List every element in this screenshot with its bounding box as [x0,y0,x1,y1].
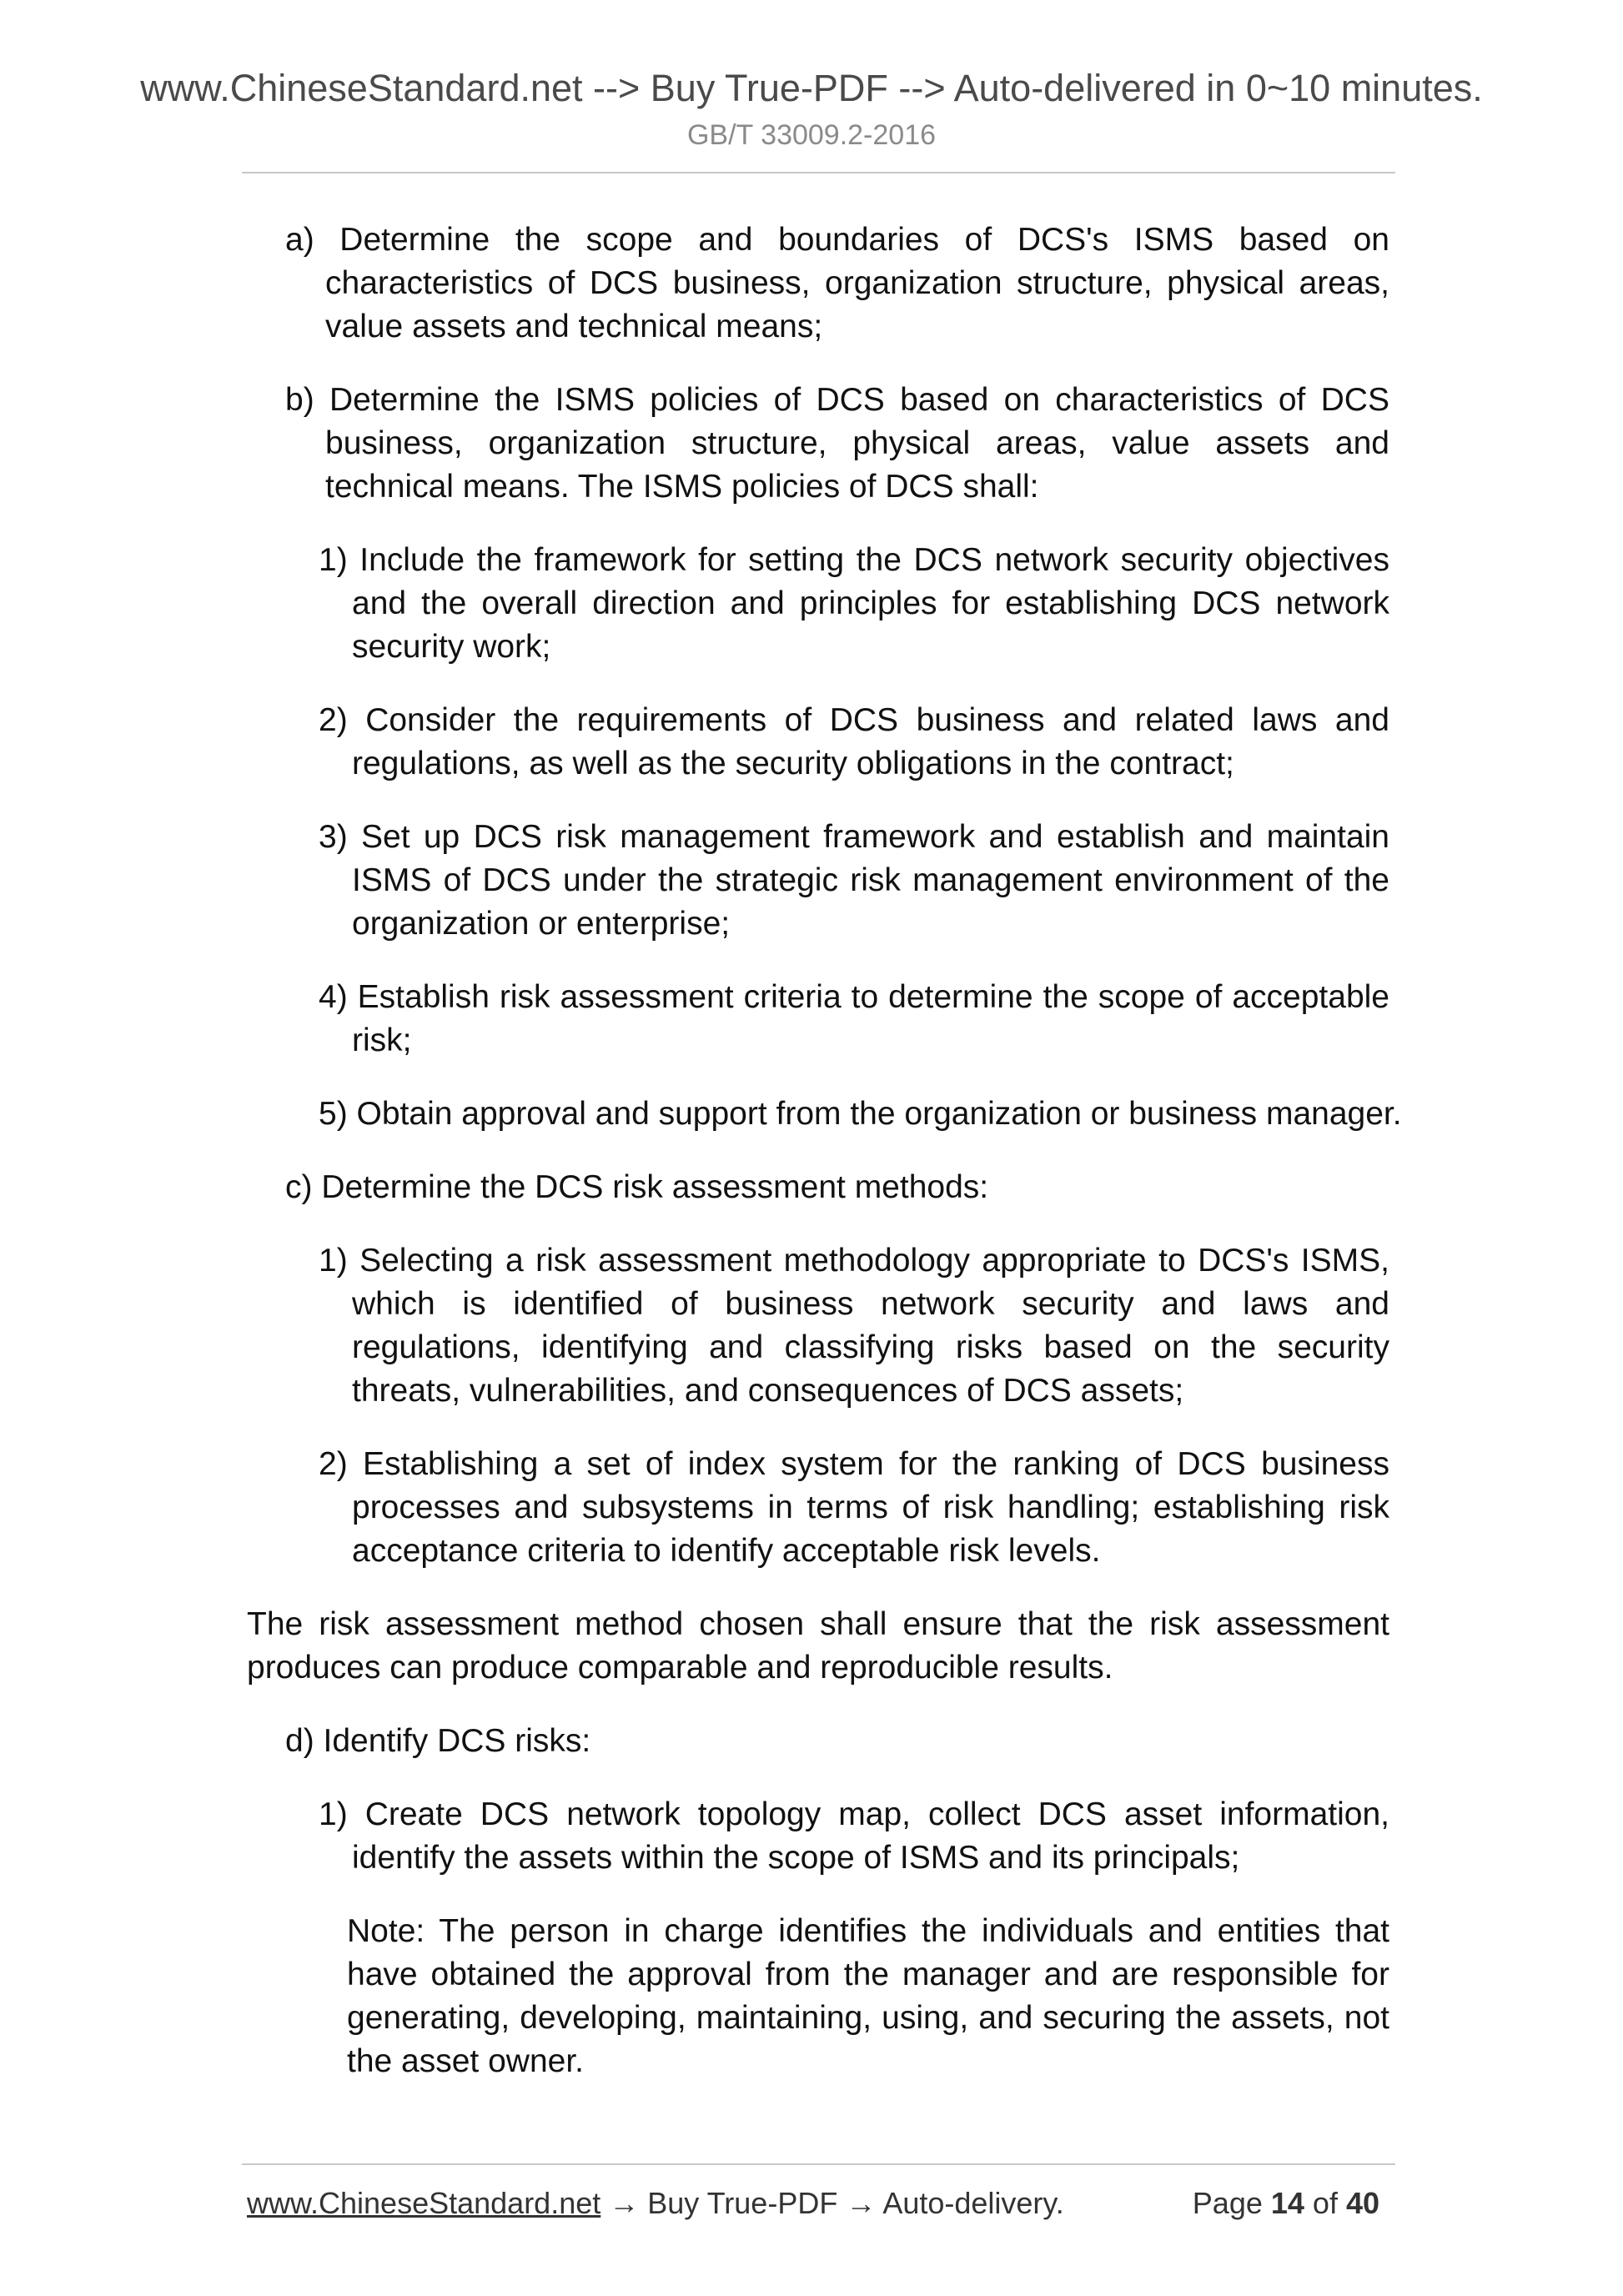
list-item-b-3: 3) Set up DCS risk management framework and establish and maintain ISMS of DCS under the strategic risk management environment of the organization or enterprise; [319,819,1389,942]
list-item-c: c) Determine the DCS risk assessment methods: [285,1169,989,1205]
list-item-a: a) Determine the scope and boundaries of DCS's ISMS based on characteristics of DCS business, organization structure, physical areas, value assets and technical means; [285,222,1389,344]
footer-tagline: → Buy True-PDF → Auto-delivery. [600,2186,1064,2220]
header-banner: www.ChineseStandard.net --> Buy True-PDF --> Auto-delivered in 0~10 minutes. [140,67,1483,109]
list-item-c-1: 1) Selecting a risk assessment methodology appropriate to DCS's ISMS, which is identified of business network security and laws and regulations, identifying and classifying risks based on the security threats, vulnerabilities, and consequences of DCS assets; [319,1243,1389,1409]
page-total: 40 [1345,2186,1379,2220]
footer-site-link[interactable]: www.ChineseStandard.net [247,2186,601,2220]
list-item-c-2: 2) Establishing a set of index system for the ranking of DCS business processes and subsystems in terms of risk handling; establishing risk acceptance criteria to identify acceptable risk levels. [319,1446,1389,1569]
list-item-b-1: 1) Include the framework for setting the DCS network security objectives and the overall direction and principles for establishing DCS network security work; [319,542,1389,665]
page-of: of [1304,2186,1346,2220]
list-item-b-2: 2) Consider the requirements of DCS business and related laws and regulations, as well as the security obligations in the contract; [319,702,1389,781]
footer-divider [242,2163,1395,2165]
list-item-b-5: 5) Obtain approval and support from the organization or business manager. [319,1096,1402,1132]
page-current: 14 [1270,2186,1304,2220]
list-item-b: b) Determine the ISMS policies of DCS based on characteristics of DCS business, organization structure, physical areas, value assets and technical means. The ISMS policies of DCS shall: [285,382,1389,505]
list-item-d-1: 1) Create DCS network topology map, collect DCS asset information, identify the assets within the scope of ISMS and its principals; [319,1796,1389,1876]
footer-left [247,2183,1064,2223]
header-divider [242,172,1395,173]
list-item-d: d) Identify DCS risks: [285,1723,591,1759]
standard-number: GB/T 33009.2-2016 [686,119,937,151]
list-item-b-4: 4) Establish risk assessment criteria to determine the scope of acceptable risk; [319,979,1389,1058]
document-body [0,219,1623,2083]
page-label: Page [1192,2186,1271,2220]
body-paragraph: The risk assessment method chosen shall ensure that the risk assessment produces can produce comparable and reproducible results. [247,1606,1389,1686]
note-paragraph: Note: The person in charge identifies the individuals and entities that have obtained the approval from the manager and are responsible for generating, developing, maintaining, using, and securing the assets, not the asset owner. [347,1913,1389,2079]
page-number [1193,2183,1379,2223]
